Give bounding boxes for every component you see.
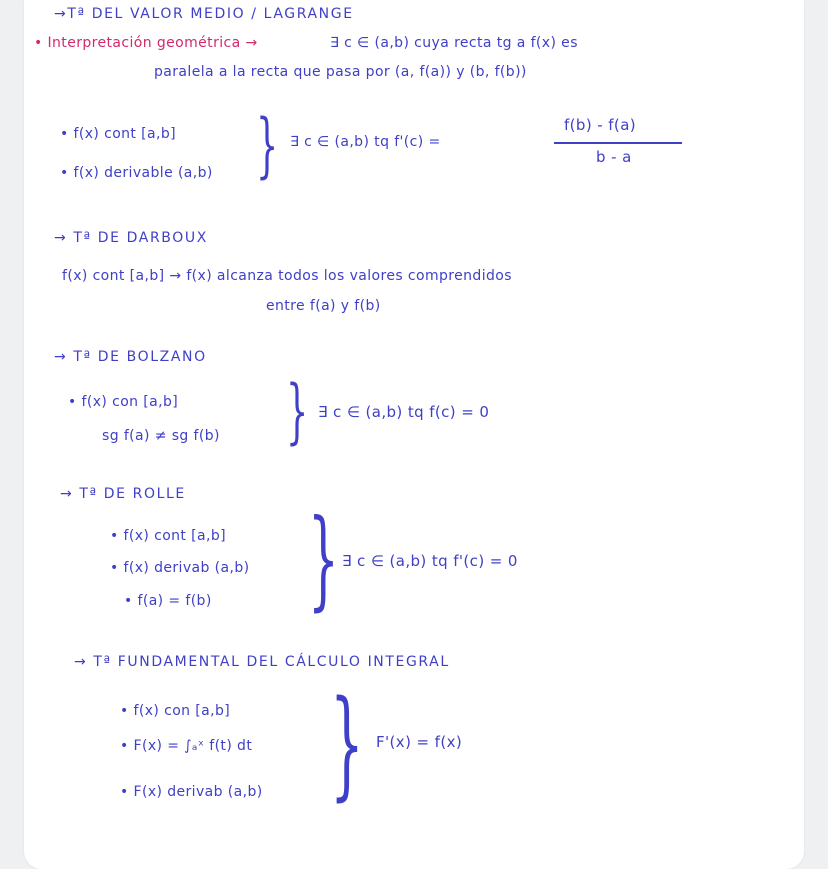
rolle-cond-continuous: • f(x) cont [a,b] [110, 528, 227, 544]
darboux-line2: entre f(a) y f(b) [266, 298, 381, 314]
lagrange-fraction [550, 116, 690, 176]
lagrange-interp-label: • Interpretación geométrica → [34, 35, 258, 51]
lagrange-interp-line2: paralela a la recta que pasa por (a, f(a)) y (b, f(b)) [154, 64, 527, 80]
fraction-bar [554, 142, 682, 144]
lagrange-cond-continuous: • f(x) cont [a,b] [60, 126, 177, 142]
rolle-cond-equal: • f(a) = f(b) [124, 593, 212, 609]
bolzano-title: → Tª DE BOLZANO [54, 349, 207, 365]
rolle-title: → Tª DE ROLLE [60, 486, 186, 502]
fundamental-title: → Tª FUNDAMENTAL DEL CÁLCULO INTEGRAL [74, 654, 450, 670]
bolzano-cond-sign: sg f(a) ≠ sg f(b) [102, 428, 220, 444]
bolzano-result: ∃ c ∈ (a,b) tq f(c) = 0 [318, 403, 490, 421]
lagrange-result: ∃ c ∈ (a,b) tq f'(c) = [290, 134, 441, 150]
fundamental-cond-integral: • F(x) = ∫ₐˣ f(t) dt [120, 738, 253, 754]
bolzano-brace: } [286, 370, 309, 452]
fundamental-brace: } [330, 674, 364, 812]
lagrange-cond-derivable: • f(x) derivable (a,b) [60, 165, 213, 181]
lagrange-brace: } [256, 104, 279, 186]
rolle-cond-derivable: • f(x) derivab (a,b) [110, 560, 250, 576]
fundamental-result: F'(x) = f(x) [376, 733, 463, 751]
darboux-line1: f(x) cont [a,b] → f(x) alcanza todos los valores comprendidos [62, 268, 512, 284]
lagrange-frac-numerator: f(b) - f(a) [564, 116, 637, 134]
rolle-brace: } [308, 497, 339, 622]
darboux-title: → Tª DE DARBOUX [54, 230, 208, 246]
fundamental-cond-continuous: • f(x) con [a,b] [120, 703, 231, 719]
notes-page [24, 0, 804, 869]
lagrange-interp-statement: ∃ c ∈ (a,b) cuya recta tg a f(x) es [330, 35, 578, 51]
lagrange-title: →Tª DEL VALOR MEDIO / LAGRANGE [54, 6, 354, 22]
lagrange-frac-denominator: b - a [596, 148, 632, 166]
fundamental-cond-derivable: • F(x) derivab (a,b) [120, 784, 263, 800]
rolle-result: ∃ c ∈ (a,b) tq f'(c) = 0 [342, 552, 518, 570]
bolzano-cond-continuous: • f(x) con [a,b] [68, 394, 179, 410]
